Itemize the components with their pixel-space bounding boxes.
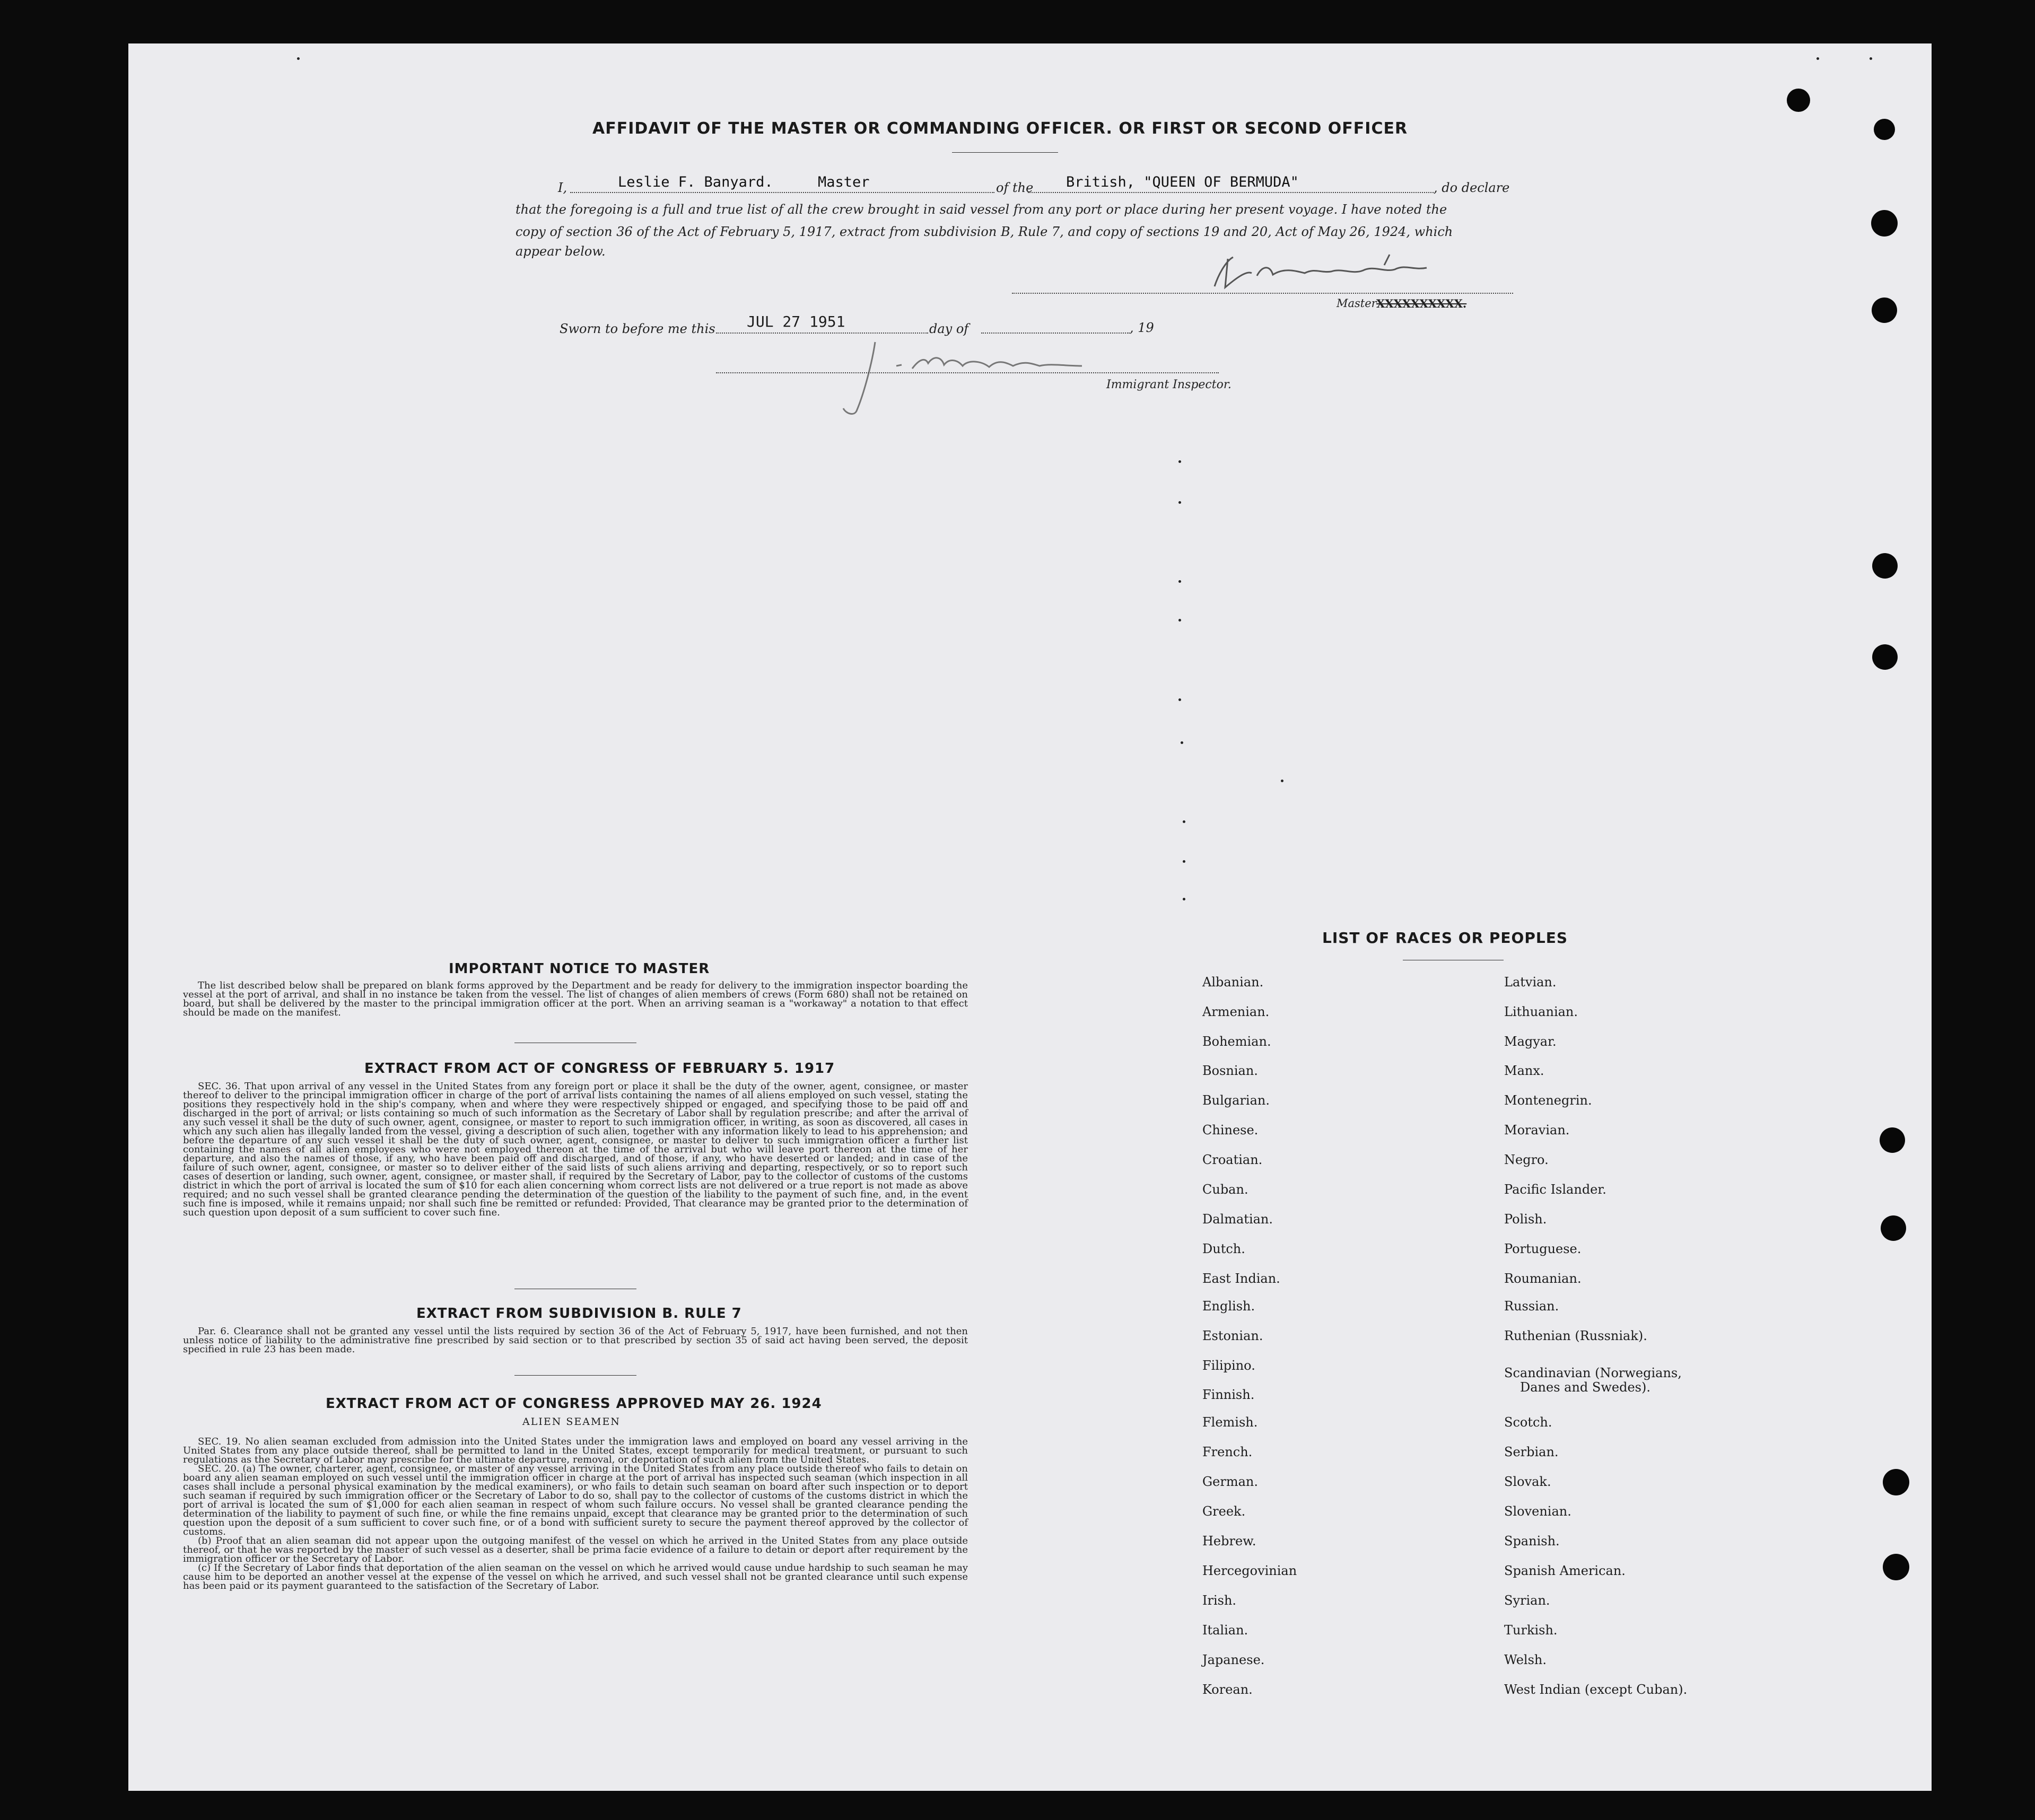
- race-item: Serbian.: [1504, 1445, 1559, 1459]
- race-item: Montenegrin.: [1504, 1093, 1592, 1108]
- vessel-line: [1028, 192, 1434, 193]
- section-36-text: SEC. 36. That upon arrival of any vessel in the United States from any foreign port or place it shall be the duty of the owner, agent, consignee, or master thereof to deliver to the principal immigration officer in charge of the port of arrival lists containing the names of all aliens employed on such vessel, stating the positions they respectively hold in the ship's company, when and where they were respectively shipped or engaged, and specifying those to be paid off and discharged in the port of arrival; or lists containing so much of such information as the Secretary of Labor shall by regulation prescribe; and after the arrival of any such vessel it shall be the duty of such owner, agent, consignee, or master to report to such immigration officer, in writing, as soon as discovered, all cases in which any such alien has illegally landed from the vessel, giving a description of such alien, together with any information likely to lead to his apprehension; and before the departure of any such vessel it shall be the duty of such owner, agent, consignee, or master to deliver to such immigration officer a further list containing the names of all alien employees who were not employed thereon at the time of the arrival but who will leave port thereon at the time of her departure, and also the names of those, if any, who have been paid off and discharged, and of those, if any, who have deserted or landed; and in case of the failure of such owner, agent, consignee, or master so to deliver either of the said lists of such aliens arriving and departing, respectively, or so to report such cases of desertion or landing, such owner, agent, consignee, or master shall, if required by the Secretary of Labor, pay to the collector of customs of the customs district in which the port of arrival is located the sum of $10 for each alien concerning whom correct lists are not delivered or a true report is not made as above required; and no such vessel shall be granted clearance pending the determination of the question of the liability to the payment of such fine, and, in the event such fine is imposed, while it remains unpaid; nor shall such fine be remitted or refunded: Provided, That clearance may be granted prior to the determination of such question upon deposit of a sum sufficient to cover such fine.: [183, 1081, 968, 1218]
- speck: [1183, 820, 1185, 823]
- notice-text: [183, 981, 968, 1017]
- punch-hole: [1883, 1469, 1909, 1495]
- race-item: English.: [1202, 1299, 1255, 1314]
- master-name-field[interactable]: Leslie F. Banyard.: [618, 174, 773, 190]
- affidavit-line-3: copy of section 36 of the Act of February 5, 1917, extract from subdivision B, Rule 7, and copy of sections 19 and 20, Act of May 26, 1924, which: [516, 224, 1453, 239]
- divider: [514, 1375, 636, 1376]
- race-item: Bohemian.: [1202, 1034, 1271, 1049]
- extract-1917-title: EXTRACT FROM ACT OF CONGRESS OF FEBRUARY 5. 1917: [364, 1061, 835, 1077]
- section-20a-text: SEC. 20. (a) The owner, charterer, agent, consignee, or master of any vessel arriving in the United States from any place outside thereof who fails to detain on board any alien seaman employed on such vessel until the immigration officer in charge at the port of arrival has inspected such seaman (which inspection in all cases shall include a personal physical examination by the medical examiners), or who fails to detain such seaman on board after such inspection or to deport such seaman if required by such immigration officer or the Secretary of Labor to do so, shall pay to the collector of customs of the customs district in which the port of arrival is located the sum of $1,000 for each alien seaman in respect of whom such failure occurs. No vessel shall be granted clearance pending the determination of the liability to payment of such fine, or while the fine remains unpaid, except that clearance may be granted prior to the determination of such question upon the deposit of a sum sufficient to cover such fine, or of a bond with sufficient surety to secure the payment thereof approved by the collector of customs.: [183, 1463, 968, 1537]
- race-item: Albanian.: [1202, 975, 1264, 990]
- race-item: Russian.: [1504, 1299, 1559, 1314]
- race-item: Korean.: [1202, 1682, 1253, 1697]
- race-item: Negro.: [1504, 1152, 1549, 1167]
- race-item: Slovenian.: [1504, 1504, 1571, 1519]
- master-caption: Master: [1337, 297, 1377, 310]
- race-item: Filipino.: [1202, 1358, 1255, 1373]
- master-signature-line: [1012, 293, 1513, 294]
- master-caption-struck: XXXXXXXXXX.: [1376, 297, 1467, 310]
- rule-7-text: [183, 1327, 968, 1354]
- race-item: Polish.: [1504, 1212, 1547, 1227]
- affidavit-title: AFFIDAVIT OF THE MASTER OR COMMANDING OFFICER. OR FIRST OR SECOND OFFICER: [592, 119, 1408, 138]
- sworn-label: Sworn to before me this: [560, 321, 715, 336]
- sworn-date-stamp: JUL 27 1951: [747, 313, 845, 330]
- master-signature: [1204, 249, 1448, 297]
- race-item: Syrian.: [1504, 1593, 1550, 1608]
- of-the-label: of the: [996, 180, 1034, 195]
- punch-hole: [1881, 1215, 1906, 1241]
- day-of-label: day of: [929, 321, 969, 336]
- race-item: Scandinavian (Norwegians,: [1504, 1366, 1682, 1380]
- race-item: French.: [1202, 1445, 1253, 1459]
- race-item: Finnish.: [1202, 1387, 1255, 1402]
- race-item: Spanish.: [1504, 1534, 1560, 1548]
- section-20c-text: (c) If the Secretary of Labor finds that deportation of the alien seaman on the vessel on which he arrived would cause undue hardship to such seaman he may cause him to be deported an another vessel at the expense of the vessel on which he arrived, and such vessel shall not be granted clearance until such expense has been paid or its payment guaranteed to the satisfaction of the Secretary of Labor.: [183, 1562, 968, 1591]
- speck: [1281, 780, 1283, 782]
- race-item: Flemish.: [1202, 1415, 1258, 1430]
- punch-hole: [1883, 1554, 1909, 1580]
- month-line: [981, 332, 1130, 334]
- notice-paragraph: The list described below shall be prepared on blank forms approved by the Department and be ready for delivery to the immigration inspector boarding the vessel at the port of arrival, and shall in no instance be taken from the vessel. The list of changes of alien members of crews (Form 680) shall not be retained on board, but shall be delivered by the master to the principal immigration officer at the port. When an arriving seaman is a "workaway" a notation to that effect should be made on the manifest.: [183, 980, 968, 1018]
- race-item: Roumanian.: [1504, 1271, 1582, 1286]
- master-rank-field[interactable]: Master: [818, 174, 870, 190]
- punch-hole: [1880, 1127, 1905, 1153]
- extract-1924-text: [183, 1437, 968, 1590]
- race-item: Hebrew.: [1202, 1534, 1256, 1548]
- race-item: Greek.: [1202, 1504, 1246, 1519]
- punch-hole: [1787, 89, 1810, 112]
- rule-7-title: EXTRACT FROM SUBDIVISION B. RULE 7: [416, 1306, 742, 1322]
- race-item: Dalmatian.: [1202, 1212, 1273, 1227]
- races-title: LIST OF RACES OR PEOPLES: [1322, 929, 1568, 947]
- race-item: Bulgarian.: [1202, 1093, 1270, 1108]
- race-item: Moravian.: [1504, 1123, 1570, 1138]
- paragraph-6-text: Par. 6. Clearance shall not be granted any vessel until the lists required by section 36 of the Act of February 5, 1917, have been furnished, and not then unless notice of liability to the administrative fine prescribed by said section or to that prescribed by section 35 of said act having been served, the deposit specified in rule 23 has been made.: [183, 1326, 968, 1355]
- speck: [1183, 898, 1185, 900]
- race-item: Cuban.: [1202, 1182, 1248, 1197]
- race-item: Dutch.: [1202, 1241, 1245, 1256]
- speck: [1178, 619, 1181, 622]
- speck: [297, 57, 300, 60]
- race-item: Welsh.: [1504, 1652, 1547, 1667]
- extract-1917-text: [183, 1082, 968, 1217]
- race-item: Armenian.: [1202, 1004, 1270, 1019]
- section-20b-text: (b) Proof that an alien seaman did not appear upon the outgoing manifest of the vessel on which he arrived in the United States from any place outside thereof, or that he was reported by the master of such vessel as a deserter, shall be prima facie evidence of a failure to detain or deport after requirement by the immigration officer or the Secretary of Labor.: [183, 1535, 968, 1564]
- race-item: Bosnian.: [1202, 1063, 1258, 1078]
- race-item: Scotch.: [1504, 1415, 1552, 1430]
- race-item: Magyar.: [1504, 1034, 1557, 1049]
- speck: [1870, 57, 1872, 60]
- race-item: Japanese.: [1202, 1652, 1265, 1667]
- speck: [1181, 741, 1183, 744]
- race-item: Latvian.: [1504, 975, 1557, 990]
- affidavit-line-2: that the foregoing is a full and true list of all the crew brought in said vessel from any port or place during her present voyage. I have noted the: [516, 202, 1447, 217]
- inspector-signature: [822, 334, 1098, 419]
- race-item: Italian.: [1202, 1623, 1248, 1638]
- title-underline: [952, 152, 1058, 153]
- section-19-text: SEC. 19. No alien seaman excluded from admission into the United States under the immigration laws and employed on board any vessel arriving in the United States from any place outside thereof, shall be permitted to land in the United States, except temporarily for medical treatment, or pursuant to such regulations as the Secretary of Labor may prescribe for the ultimate departure, removal, or deportation of such alien from the United States.: [183, 1436, 968, 1465]
- sworn-date-line: [716, 332, 928, 334]
- speck: [1816, 57, 1819, 60]
- race-item: Chinese.: [1202, 1123, 1259, 1138]
- punch-hole: [1871, 210, 1898, 237]
- race-item: Turkish.: [1504, 1623, 1558, 1638]
- race-item: Slovak.: [1504, 1474, 1551, 1489]
- inspector-caption: Immigrant Inspector.: [1106, 378, 1232, 391]
- punch-hole: [1872, 298, 1897, 323]
- race-item: West Indian (except Cuban).: [1504, 1682, 1688, 1697]
- year-label: , 19: [1130, 320, 1154, 335]
- punch-hole: [1872, 644, 1898, 670]
- race-item: Pacific Islander.: [1504, 1182, 1606, 1197]
- race-item: Hercegovinian: [1202, 1563, 1297, 1578]
- vessel-field[interactable]: British, "QUEEN OF BERMUDA": [1066, 174, 1299, 190]
- race-item: Ruthenian (Russniak).: [1504, 1328, 1647, 1343]
- alien-seamen-subtitle: ALIEN SEAMEN: [522, 1416, 621, 1428]
- speck: [1178, 698, 1181, 701]
- race-item: Estonian.: [1202, 1328, 1263, 1343]
- race-item: Danes and Swedes).: [1520, 1380, 1650, 1395]
- race-item: Irish.: [1202, 1593, 1237, 1608]
- speck: [1178, 501, 1181, 504]
- race-item: Portuguese.: [1504, 1241, 1582, 1256]
- race-item: German.: [1202, 1474, 1258, 1489]
- speck: [1178, 460, 1181, 463]
- race-item: Lithuanian.: [1504, 1004, 1578, 1019]
- punch-hole: [1872, 553, 1898, 579]
- race-item: Spanish American.: [1504, 1563, 1626, 1578]
- race-item: Manx.: [1504, 1063, 1544, 1078]
- affidavit-line-4: appear below.: [516, 244, 606, 259]
- punch-hole: [1874, 119, 1895, 140]
- race-item: East Indian.: [1202, 1271, 1280, 1286]
- speck: [1183, 860, 1185, 863]
- extract-1924-title: EXTRACT FROM ACT OF CONGRESS APPROVED MAY 26. 1924: [326, 1396, 822, 1412]
- notice-title: IMPORTANT NOTICE TO MASTER: [449, 961, 710, 977]
- speck: [1178, 580, 1181, 583]
- do-declare-label: , do declare: [1434, 180, 1510, 195]
- i-label: I,: [558, 180, 567, 195]
- race-item: Croatian.: [1202, 1152, 1263, 1167]
- inspector-signature-line: [716, 372, 1219, 373]
- master-name-line: [570, 192, 994, 193]
